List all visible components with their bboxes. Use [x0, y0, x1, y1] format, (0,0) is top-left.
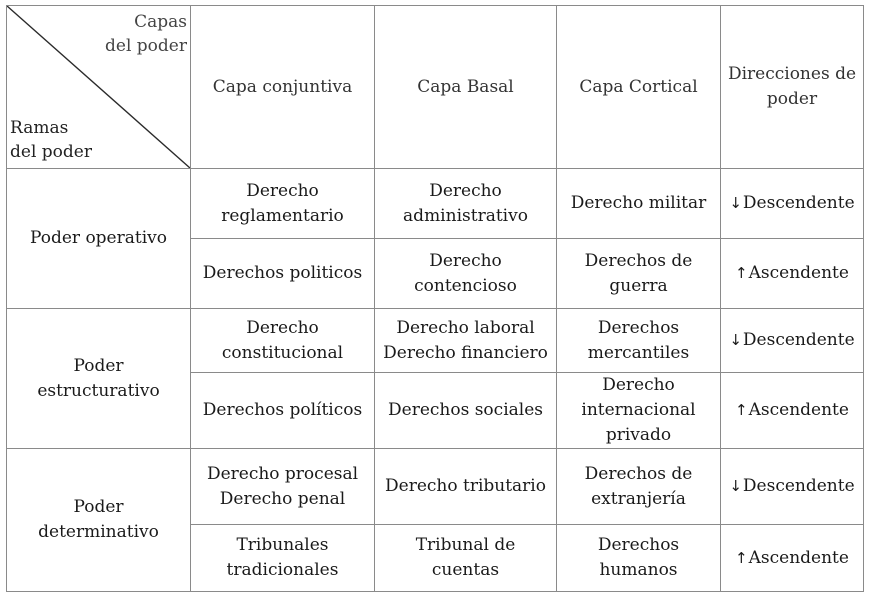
cell-conjuntiva: [191, 309, 375, 373]
table-row: [7, 169, 864, 239]
cell-text-line: mercantiles: [587, 342, 690, 363]
cell-conjuntiva: [191, 525, 375, 592]
cell-direction: [721, 449, 864, 525]
cell-text-line: Derecho tributario: [385, 476, 546, 496]
corner-top-line-1: Capas: [134, 12, 187, 32]
cell-text-line: Derecho: [429, 180, 502, 201]
header-capa-cortical: [557, 6, 721, 169]
cell-text-line: extranjería: [591, 488, 686, 509]
cell-text-line: internacional: [581, 400, 696, 420]
table-row: [7, 449, 864, 525]
cell-text-line: contencioso: [414, 275, 517, 296]
arrow-down-icon: ↓: [729, 194, 742, 212]
corner-header-cell: [7, 6, 191, 169]
cell-cortical: [557, 373, 721, 449]
cell-text-line: Tribunal de: [415, 535, 516, 555]
branch-name-line: estructurativo: [37, 380, 160, 401]
power-layers-table: [6, 5, 864, 592]
cell-basal: [375, 169, 557, 239]
header-direcciones-line-2: poder: [766, 89, 818, 109]
direction-label: Descendente: [742, 330, 855, 350]
direction-label: Ascendente: [748, 400, 849, 420]
cell-text-line: Derechos de: [584, 463, 693, 484]
direction-label: Descendente: [742, 476, 855, 496]
corner-top-line-2: del poder: [105, 36, 187, 56]
corner-bottom-line-2: del poder: [10, 142, 92, 162]
cell-text-line: reglamentario: [221, 205, 344, 226]
header-row: [7, 6, 864, 169]
cell-cortical: [557, 309, 721, 373]
cell-direction: [721, 373, 864, 449]
cell-text-line: Derecho: [246, 180, 319, 201]
corner-bottom-line-1: Ramas: [10, 118, 69, 138]
branch-cell: [7, 309, 191, 449]
cell-basal: [375, 239, 557, 309]
cell-text-line: administrativo: [403, 205, 528, 226]
cell-cortical: [557, 525, 721, 592]
branch-cell: [7, 169, 191, 309]
cell-text-line: guerra: [609, 275, 668, 296]
cell-text-line: Derechos de: [584, 250, 693, 271]
cell-text-line: Derecho militar: [570, 193, 707, 213]
cell-text-line: Derechos sociales: [388, 400, 543, 420]
cell-text-line: privado: [605, 425, 672, 445]
cell-direction: [721, 525, 864, 592]
cell-basal: [375, 525, 557, 592]
cell-basal: [375, 449, 557, 525]
direction-label: Ascendente: [748, 547, 849, 568]
cell-text-line: Derechos: [597, 535, 680, 555]
header-capa-conjuntiva: [191, 6, 375, 169]
cell-direction: [721, 309, 864, 373]
cell-conjuntiva: [191, 373, 375, 449]
branch-name-line: determinativo: [38, 522, 159, 542]
direction-label: Ascendente: [748, 263, 849, 283]
cell-text-line: Derecho: [602, 375, 675, 395]
cell-text-line: Derechos: [597, 317, 680, 338]
cell-cortical: [557, 239, 721, 309]
corner-row-label: [10, 116, 92, 164]
header-capa-cortical-text: Capa Cortical: [579, 76, 698, 97]
cell-text-line: Derecho: [429, 250, 502, 271]
header-capa-conjuntiva-text: Capa conjuntiva: [212, 76, 353, 97]
cell-text-line: humanos: [599, 560, 678, 580]
cell-text-line: Derecho penal: [219, 488, 346, 509]
branch-name-line: Poder operativo: [29, 228, 167, 248]
branch-name-line: Poder: [73, 497, 124, 517]
header-capa-basal-text: Capa Basal: [417, 76, 514, 97]
cell-conjuntiva: [191, 449, 375, 525]
arrow-up-icon: ↑: [735, 401, 748, 419]
cell-cortical: [557, 169, 721, 239]
table-row: [7, 309, 864, 373]
cell-cortical: [557, 449, 721, 525]
corner-column-label: [105, 10, 187, 58]
arrow-up-icon: ↑: [735, 548, 748, 567]
header-direcciones-line-1: Direcciones de: [727, 64, 857, 84]
cell-text-line: tradicionales: [226, 560, 339, 580]
cell-text-line: cuentas: [431, 560, 500, 580]
arrow-down-icon: ↓: [729, 331, 742, 349]
cell-text-line: Derecho procesal: [206, 463, 359, 484]
cell-direction: [721, 239, 864, 309]
cell-text-line: Tribunales: [236, 535, 329, 555]
table-body: [7, 169, 864, 592]
branch-name-line: Poder: [73, 355, 124, 376]
arrow-up-icon: ↑: [735, 264, 748, 282]
cell-text-line: Derecho financiero: [383, 342, 548, 363]
cell-text-line: constitucional: [221, 342, 344, 363]
cell-text-line: Derecho: [246, 317, 319, 338]
header-direcciones: [721, 6, 864, 169]
cell-text-line: Derecho laboral: [396, 317, 535, 338]
cell-basal: [375, 373, 557, 449]
cell-direction: [721, 169, 864, 239]
arrow-down-icon: ↓: [729, 477, 742, 495]
header-capa-basal: [375, 6, 557, 169]
cell-text-line: Derechos políticos: [202, 400, 363, 420]
cell-conjuntiva: [191, 169, 375, 239]
direction-label: Descendente: [742, 193, 855, 213]
cell-text-line: Derechos politicos: [202, 263, 363, 283]
cell-conjuntiva: [191, 239, 375, 309]
branch-cell: [7, 449, 191, 592]
cell-basal: [375, 309, 557, 373]
